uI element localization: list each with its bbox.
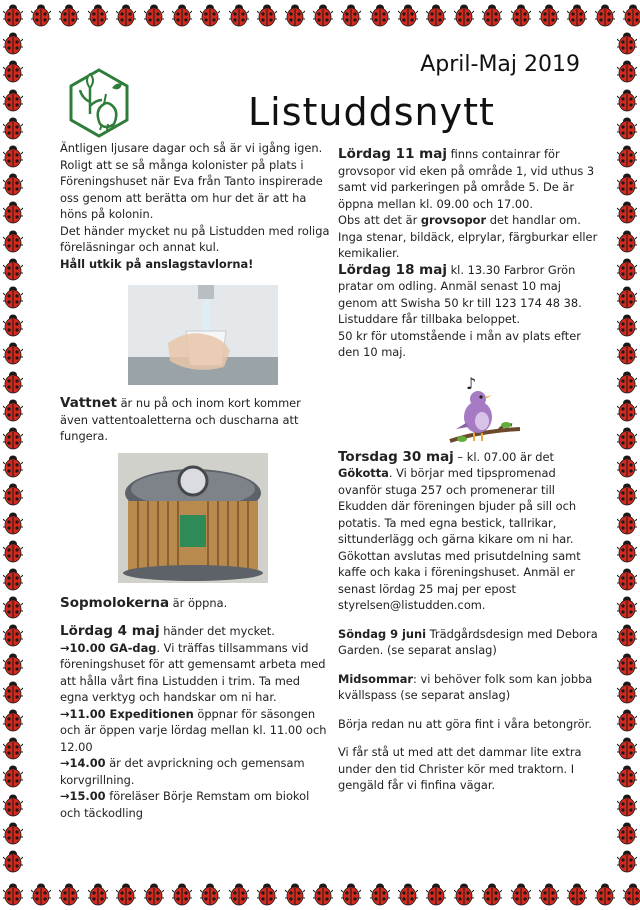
ladybug-icon <box>454 3 474 27</box>
ladybug-icon <box>617 398 637 422</box>
ladybug-icon <box>623 882 640 906</box>
ladybug-icon <box>172 882 192 906</box>
schedule-time: →14.00 <box>60 756 106 770</box>
ladybug-icon <box>200 882 220 906</box>
ladybug-icon <box>617 172 637 196</box>
water-tap-photo <box>128 285 278 385</box>
may-18-note: 50 kr för utomstående i mån av plats efter den 10 maj. <box>338 328 581 359</box>
ladybug-icon <box>617 88 637 112</box>
intro-paragraph-2: Det händer mycket nu på Listudden med roliga föreläsningar och annat kul. <box>60 223 330 254</box>
ladybug-icon <box>511 882 531 906</box>
ladybug-icon <box>3 454 23 478</box>
ladybug-icon <box>313 3 333 27</box>
ladybug-icon <box>567 3 587 27</box>
ladybug-icon <box>617 680 637 704</box>
ladybug-icon <box>617 229 637 253</box>
ladybug-icon <box>3 595 23 619</box>
ladybug-icon <box>3 821 23 845</box>
ladybug-icon <box>617 482 637 506</box>
may-18-text: kl. 13.30 Farbror Grön pratar om odling. Anmäl senast 10 maj genom att Swisha 50 kr till 123 174 48 38. Listuddare får tillbaka beloppet. <box>338 262 582 326</box>
ladybug-icon <box>617 59 637 83</box>
notice-boards-callout: Håll utkik på anslagstavlorna! <box>60 256 254 271</box>
ladybug-icon <box>3 793 23 817</box>
ladybug-icon <box>623 3 640 27</box>
ladybug-icon <box>617 313 637 337</box>
june-9-text: Trädgårdsdesign med Debora Garden. (se separat anslag) <box>338 626 598 657</box>
ladybug-icon <box>426 882 446 906</box>
ladybug-icon <box>3 229 23 253</box>
ladybug-icon <box>617 764 637 788</box>
schedule-time: →11.00 Expeditionen <box>60 706 194 721</box>
ladybug-icon <box>617 736 637 760</box>
ladybug-icon <box>59 3 79 27</box>
ladybug-icon <box>3 426 23 450</box>
ladybug-icon <box>370 3 390 27</box>
intro-paragraph: Äntligen ljusare dagar och så är vi igång igen. Roligt att se så många kolonister på plats i Föreningshuset när Eva från Tanto inspirerade oss genom att berätta om hur det är att ha höns på kolonin. <box>60 141 323 221</box>
ladybug-icon <box>3 482 23 506</box>
midsummer-text: : vi behöver folk som kan jobba kvällspass (se separat anslag) <box>338 671 593 702</box>
ladybug-icon <box>3 567 23 591</box>
ladybug-icon <box>88 882 108 906</box>
waste-bins-heading: Sopmolokerna <box>60 594 170 611</box>
ladybug-icon <box>617 849 637 873</box>
ladybug-icon <box>511 3 531 27</box>
ladybug-icon <box>88 3 108 27</box>
issue-date: April-Maj 2019 <box>420 52 580 77</box>
ladybug-icon <box>617 144 637 168</box>
left-column <box>60 140 330 821</box>
ladybug-icon <box>3 736 23 760</box>
ladybug-icon <box>3 200 23 224</box>
bulky-waste-term: grovsopor <box>420 213 487 227</box>
schedule-item: →14.00 är det avprickning och gemensam korvgrillning. <box>60 756 305 787</box>
ladybug-icon <box>257 3 277 27</box>
ladybug-icon <box>617 426 637 450</box>
ladybug-icon <box>116 882 136 906</box>
may-11-text: finns containrar för grovsopor vid eken på område 1, vid uthus 3 samt vid parkeringen på område 5. De är öppna mellan kl. 09.00 och 17.00. <box>338 147 595 211</box>
ladybug-icon <box>3 313 23 337</box>
ladybug-icon <box>398 882 418 906</box>
ladybug-icon <box>3 764 23 788</box>
ladybug-icon <box>144 3 164 27</box>
ladybug-icon <box>617 31 637 55</box>
ladybug-icon <box>617 623 637 647</box>
ladybug-icon <box>59 882 79 906</box>
ladybug-icon <box>3 59 23 83</box>
newsletter-title: Listuddsnytt <box>248 90 495 134</box>
ladybug-icon <box>617 285 637 309</box>
ladybug-icon <box>617 821 637 845</box>
ladybug-icon <box>617 567 637 591</box>
svg-text:♪: ♪ <box>466 374 477 393</box>
ladybug-icon <box>482 882 502 906</box>
ladybug-icon <box>3 341 23 365</box>
ladybug-icon <box>313 882 333 906</box>
ladybug-icon <box>567 882 587 906</box>
ladybug-icon <box>285 882 305 906</box>
ladybug-icon <box>3 652 23 676</box>
ladybug-icon <box>595 882 615 906</box>
ladybug-icon <box>539 882 559 906</box>
ladybug-icon <box>617 200 637 224</box>
schedule-time: →15.00 <box>60 789 106 803</box>
ladybug-icon <box>617 454 637 478</box>
may-30-heading: Torsdag 30 maj <box>338 448 454 465</box>
ladybug-icon <box>172 3 192 27</box>
waste-bin-photo <box>118 453 268 583</box>
ladybug-icon <box>229 3 249 27</box>
right-column: Lördag 11 maj finns containrar för grovsopor vid eken på område 1, vid uthus 3 samt vid parkeringen på område 5. De är öppna mellan kl. 09.00 och 17.00. Obs att det är grovsopor det handlar om. Inga stenar, bildäck, elprylar, färgburkar eller kemikalier. Lördag 18 maj kl. 13.30 Farbror Grön pratar om odling. Anmäl senast 10 maj genom att Swisha 50 kr till 123 174 48 38. Listuddare får tillbaka beloppet. 50 kr för utomstående i mån av plats efter den 10 maj. Torsdag 30 maj – kl. 07.00 är det Gökotta. Vi börjar med tipspromenad ovanför stuga 257 och promenerar till Ekudden där föreningen bjuder på sill och potatis. Ta med egna bestick, tallrikar, sittunderlägg och gärna kikare om ni har. Gökottan avslutas med prisutdelning samt kaffe och kaka i föreningshuset. Anmäl er senast lördag 25 maj per epost styrelsen@listudden.com. Söndag 9 juni Trädgårdsdesign med Debora Garden. (se separat anslag) Midsommar: vi behöver folk som kan jobba kvällspass (se separat anslag) Börja redan nu att göra fint i våra betongrör. Vi får stå ut med att det dammar lite extra under den tid Christer kör med traktorn. I gengäld får vi finfina vägar. <box>338 146 600 794</box>
ladybug-icon <box>31 882 51 906</box>
ladybug-icon <box>3 172 23 196</box>
ladybug-icon <box>617 257 637 281</box>
gokotta-label: Gökotta <box>338 466 389 480</box>
ladybug-icon <box>617 370 637 394</box>
ladybug-icon <box>617 793 637 817</box>
may-4-heading: Lördag 4 maj <box>60 623 160 639</box>
ladybug-icon <box>257 882 277 906</box>
singing-bird-icon <box>448 373 523 453</box>
ladybug-icon <box>3 398 23 422</box>
june-9-heading: Söndag 9 juni <box>338 626 427 641</box>
ladybug-icon <box>370 882 390 906</box>
ladybug-icon <box>482 3 502 27</box>
ladybug-icon <box>3 31 23 55</box>
water-text: är nu på och inom kort kommer även vattentoaletterna och duscharna att fungera. <box>60 396 301 443</box>
ladybug-icon <box>617 708 637 732</box>
ladybug-icon <box>3 257 23 281</box>
ladybug-icon <box>3 285 23 309</box>
may-30-text: . Vi börjar med tipspromenad ovanför stuga 257 och promenerar till Ekudden där föreningen bjuder på sill och potatis. Ta med egna bestick, tallrikar, sittunderlägg och gärna kikare om ni har. Gökottan avslutas med prisutdelning samt kaffe och kaka i föreningshuset. Anmäl er senast lördag 25 maj per epost styrelsen@listudden.com. <box>338 466 581 612</box>
ladybug-icon <box>285 3 305 27</box>
ladybug-icon <box>3 511 23 535</box>
ladybug-icon <box>617 652 637 676</box>
tulip-bulb-logo-icon <box>68 68 130 138</box>
ladybug-icon <box>3 88 23 112</box>
schedule-item: →15.00 föreläser Börje Remstam om biokol och täckodling <box>60 789 310 820</box>
ladybug-icon <box>3 539 23 563</box>
ladybug-icon <box>3 708 23 732</box>
schedule-item: →10.00 GA-dag. Vi träffas tillsammans vid föreningshuset för att gemensamt arbeta med att hålla vårt fina Listudden i trim. Ta med egna verktyg och handskar om ni har. <box>60 640 326 704</box>
dust-note: Vi får stå ut med att det dammar lite extra under den tid Christer kör med traktorn. I gengäld får vi finfina vägar. <box>338 745 582 792</box>
may-18-heading: Lördag 18 maj <box>338 261 447 278</box>
may-4-text: händer det mycket. <box>159 624 275 638</box>
ladybug-icon <box>200 3 220 27</box>
ladybug-icon <box>426 3 446 27</box>
ladybug-icon <box>229 882 249 906</box>
midsummer-heading: Midsommar <box>338 671 414 686</box>
ladybug-icon <box>398 3 418 27</box>
ladybug-icon <box>31 3 51 27</box>
schedule-item: →11.00 Expeditionen öppnar för säsongen och är öppen varje lördag mellan kl. 11.00 och 12.00 <box>60 706 327 754</box>
ladybug-icon <box>454 882 474 906</box>
ladybug-icon <box>617 539 637 563</box>
ladybug-icon <box>3 370 23 394</box>
ladybug-icon <box>617 595 637 619</box>
ladybug-icon <box>3 849 23 873</box>
may-11-heading: Lördag 11 maj <box>338 146 447 162</box>
newsletter-page <box>50 38 598 868</box>
ladybug-icon <box>539 3 559 27</box>
ladybug-icon <box>144 882 164 906</box>
ladybug-icon <box>617 116 637 140</box>
ladybug-icon <box>595 3 615 27</box>
ladybug-icon <box>3 144 23 168</box>
water-heading: Vattnet <box>60 395 117 411</box>
schedule-time: →10.00 GA-dag <box>60 640 157 655</box>
ladybug-icon <box>3 116 23 140</box>
waste-bins-text: är öppna. <box>169 595 228 610</box>
ladybug-icon <box>3 680 23 704</box>
ladybug-icon <box>341 3 361 27</box>
ladybug-icon <box>341 882 361 906</box>
ladybug-icon <box>3 882 23 906</box>
ladybug-icon <box>116 3 136 27</box>
ladybug-icon <box>617 511 637 535</box>
ladybug-icon <box>3 623 23 647</box>
ladybug-icon <box>617 341 637 365</box>
ladybug-icon <box>3 3 23 27</box>
concrete-pipes-note: Börja redan nu att göra fint i våra betongrör. <box>338 716 592 731</box>
